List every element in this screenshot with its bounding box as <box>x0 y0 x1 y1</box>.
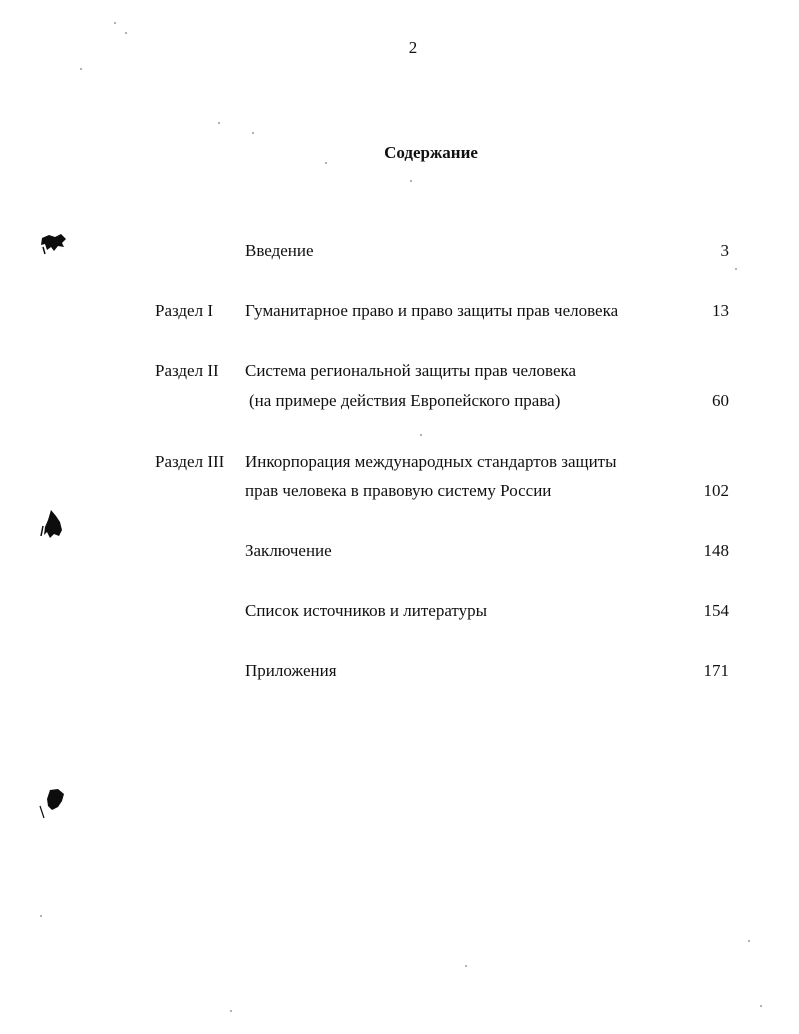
toc-entry-section-1 <box>0 300 799 322</box>
toc-entry-page: 3 <box>720 241 729 260</box>
scan-speck <box>230 1010 232 1012</box>
toc-section-label: Раздел II <box>155 361 219 380</box>
toc-entry-title: Введение <box>245 241 314 260</box>
toc-entry-title: Заключение <box>245 541 332 560</box>
toc-entry-title: Гуманитарное право и право защиты прав человека <box>245 301 619 320</box>
toc-entry-page: 102 <box>703 481 729 500</box>
toc-entry-section-2 <box>0 360 799 382</box>
toc-entry-introduction <box>0 240 799 262</box>
toc-entry-page: 148 <box>703 541 729 560</box>
scan-speck <box>748 940 750 942</box>
punch-hole-mark-middle <box>38 508 66 542</box>
scan-speck <box>735 268 737 270</box>
punch-hole-mark-bottom <box>34 786 70 822</box>
scan-speck <box>125 32 127 34</box>
toc-heading: Содержание <box>384 143 478 162</box>
toc-entry-sources <box>0 600 799 622</box>
toc-section-label: Раздел III <box>155 452 225 471</box>
scan-speck <box>40 915 42 917</box>
punch-hole-mark-top <box>38 232 70 258</box>
toc-entry-appendices <box>0 660 799 682</box>
page-number: 2 <box>408 38 418 57</box>
scan-speck <box>114 22 116 24</box>
scan-speck <box>218 122 220 124</box>
toc-entry-title: Приложения <box>245 661 337 680</box>
toc-entry-section-3 <box>0 451 799 473</box>
toc-entry-page: 13 <box>712 301 729 320</box>
toc-entry-conclusion <box>0 540 799 562</box>
toc-entry-title: Инкорпорация международных стандартов защиты <box>245 452 617 471</box>
scan-speck <box>325 162 327 164</box>
scan-speck <box>465 965 467 967</box>
toc-entry-section-2-continued <box>0 390 799 412</box>
toc-entry-title: Система региональной защиты прав человека <box>245 361 577 380</box>
scan-speck <box>252 132 254 134</box>
scan-speck <box>410 180 412 182</box>
toc-entry-section-3-continued <box>0 480 799 502</box>
toc-entry-title: Список источников и литературы <box>245 601 488 620</box>
toc-entry-page: 60 <box>712 391 729 410</box>
toc-entry-page: 154 <box>703 601 729 620</box>
scan-speck <box>420 434 422 436</box>
scan-speck <box>760 1005 762 1007</box>
toc-entry-title-continued: прав человека в правовую систему России <box>245 481 552 500</box>
toc-section-label: Раздел I <box>155 301 213 320</box>
toc-entry-title-continued: (на примере действия Европейского права) <box>249 391 561 410</box>
scan-speck <box>80 68 82 70</box>
toc-entry-page: 171 <box>703 661 729 680</box>
